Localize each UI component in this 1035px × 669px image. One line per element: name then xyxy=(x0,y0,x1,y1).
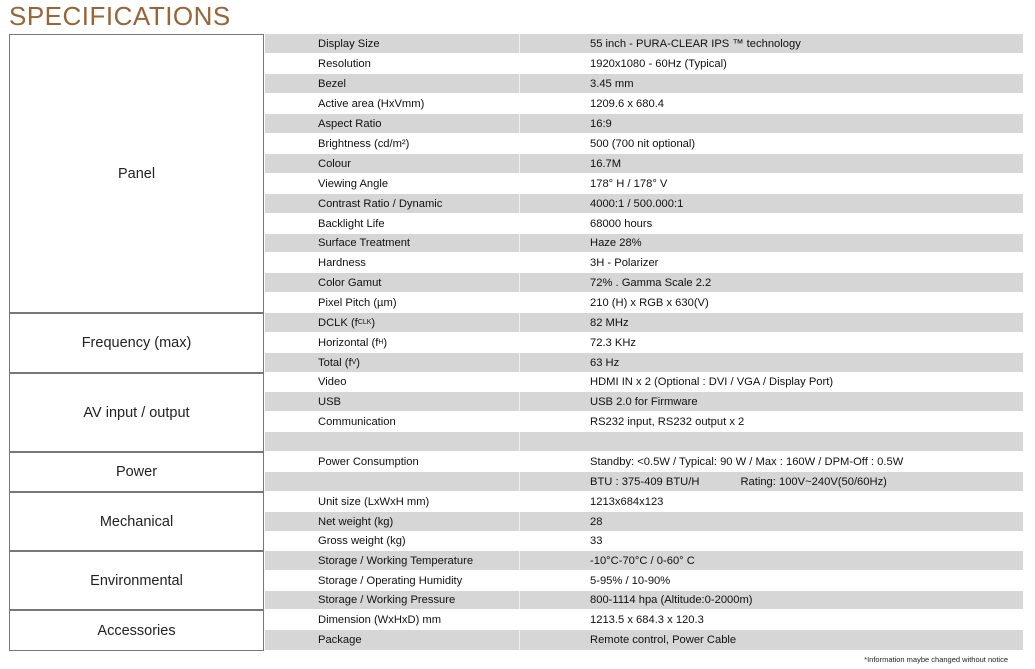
table-row xyxy=(265,512,1023,532)
spec-value-text: 68000 hours xyxy=(590,217,653,230)
spec-label-text: Brightness (cd/m²) xyxy=(318,137,410,150)
table-row xyxy=(265,154,1023,174)
column-divider xyxy=(519,34,520,53)
table-row xyxy=(265,94,1023,114)
spec-value-text: -10°C-70°C / 0-60° C xyxy=(590,554,695,567)
spec-label xyxy=(318,214,385,233)
spec-label xyxy=(318,591,455,609)
table-row xyxy=(265,571,1023,591)
spec-label xyxy=(318,154,351,173)
spec-label-text: DCLK (f xyxy=(318,316,358,329)
spec-value xyxy=(590,551,695,570)
column-divider xyxy=(519,253,520,272)
spec-value-text: 1920x1080 - 60Hz (Typical) xyxy=(590,57,727,70)
spec-label xyxy=(318,571,462,590)
table-row xyxy=(265,532,1023,551)
spec-group xyxy=(9,551,1023,610)
spec-value xyxy=(590,253,658,272)
table-row xyxy=(265,313,1023,333)
spec-label-subscript: H xyxy=(378,339,384,346)
column-divider xyxy=(519,114,520,133)
group-rows xyxy=(265,610,1023,651)
column-divider xyxy=(519,392,520,411)
column-divider xyxy=(519,551,520,570)
table-row xyxy=(265,432,1023,452)
spec-label-tail: ) xyxy=(356,356,360,369)
spec-value xyxy=(590,373,833,391)
spec-value-text: BTU : 375-409 BTU/H xyxy=(590,475,700,488)
spec-label-text: Video xyxy=(318,376,347,388)
group-heading: Accessories xyxy=(9,610,264,651)
spec-value-text: 55 inch - PURA-CLEAR IPS ™ technology xyxy=(590,37,801,50)
spec-label xyxy=(318,253,366,272)
spec-label-text: Total (f xyxy=(318,356,352,369)
spec-label-text: Display Size xyxy=(318,37,380,50)
group-heading: Frequency (max) xyxy=(9,313,264,373)
spec-label-text: Pixel Pitch (µm) xyxy=(318,296,397,309)
spec-value xyxy=(590,74,634,93)
column-divider xyxy=(519,313,520,332)
spec-label xyxy=(318,551,473,570)
spec-value-text: RS232 input, RS232 output x 2 xyxy=(590,415,745,428)
spec-value xyxy=(590,512,602,531)
spec-value xyxy=(590,273,711,292)
page-title: SPECIFICATIONS xyxy=(9,1,231,31)
spec-label-text: Communication xyxy=(318,415,396,428)
table-row xyxy=(265,591,1023,610)
column-divider xyxy=(519,571,520,590)
spec-label-text: Storage / Operating Humidity xyxy=(318,574,463,587)
spec-label xyxy=(318,333,387,352)
column-divider xyxy=(519,94,520,113)
spec-value-text: USB 2.0 for Firmware xyxy=(590,395,698,408)
column-divider xyxy=(519,333,520,352)
table-row xyxy=(265,54,1023,74)
spec-value-text: 1213x684x123 xyxy=(590,495,664,508)
spec-label xyxy=(318,512,393,531)
column-divider xyxy=(519,452,520,471)
spec-label xyxy=(318,630,362,650)
column-divider xyxy=(519,214,520,233)
column-divider xyxy=(519,54,520,73)
column-divider xyxy=(519,591,520,609)
group-rows xyxy=(265,34,1023,313)
spec-label-text: Color Gamut xyxy=(318,276,382,289)
spec-value-text: 72% . Gamma Scale 2.2 xyxy=(590,276,712,289)
spec-value xyxy=(590,472,887,491)
column-divider xyxy=(519,610,520,629)
spec-value-secondary: Rating: 100V~240V(50/60Hz) xyxy=(740,475,887,488)
spec-label xyxy=(318,452,419,471)
spec-value-text: 63 Hz xyxy=(590,356,620,369)
spec-value xyxy=(590,452,903,471)
table-row xyxy=(265,74,1023,94)
spec-value xyxy=(590,234,642,252)
spec-value xyxy=(590,313,629,332)
table-row xyxy=(265,551,1023,571)
spec-value-text: 33 xyxy=(590,535,603,547)
column-divider xyxy=(519,412,520,431)
spec-group xyxy=(9,452,1023,492)
spec-value xyxy=(590,353,619,372)
spec-label xyxy=(318,54,371,73)
column-divider xyxy=(519,194,520,213)
column-divider xyxy=(519,373,520,391)
spec-label-text: Backlight Life xyxy=(318,217,385,230)
group-heading: AV input / output xyxy=(9,373,264,452)
table-row xyxy=(265,452,1023,472)
spec-label xyxy=(318,273,381,292)
spec-label-text: Package xyxy=(318,634,362,646)
group-heading: Environmental xyxy=(9,551,264,610)
group-heading: Power xyxy=(9,452,264,492)
spec-label-text: Net weight (kg) xyxy=(318,515,394,528)
spec-label-text: Unit size (LxWxH mm) xyxy=(318,495,430,508)
spec-value-text: Standby: <0.5W / Typical: 90 W / Max : 160W / DPM-Off : 0.5W xyxy=(590,455,904,468)
spec-value-text: 500 (700 nit optional) xyxy=(590,137,696,150)
spec-value xyxy=(590,392,698,411)
column-divider xyxy=(519,630,520,650)
column-divider xyxy=(519,174,520,193)
table-row xyxy=(265,610,1023,630)
spec-label-text: Bezel xyxy=(318,77,346,90)
spec-value xyxy=(590,174,667,193)
spec-label-text: Dimension (WxHxD) mm xyxy=(318,613,442,626)
group-rows xyxy=(265,373,1023,452)
spec-label-text: Contrast Ratio / Dynamic xyxy=(318,197,443,210)
table-row xyxy=(265,353,1023,373)
spec-label-text: Resolution xyxy=(318,57,371,70)
spec-value-text: 16:9 xyxy=(590,117,612,130)
spec-label-text: Viewing Angle xyxy=(318,177,389,190)
group-rows xyxy=(265,313,1023,373)
column-divider xyxy=(519,472,520,491)
spec-value-text: Haze 28% xyxy=(590,237,642,249)
spec-label xyxy=(318,412,396,431)
table-row xyxy=(265,214,1023,234)
column-divider xyxy=(519,512,520,531)
spec-label-tail: ) xyxy=(383,336,388,349)
spec-value-text: 800-1114 hpa (Altitude:0-2000m) xyxy=(590,594,753,606)
spec-value-text: 3H - Polarizer xyxy=(590,256,659,269)
spec-value xyxy=(590,333,636,352)
group-rows xyxy=(265,452,1023,492)
spec-label xyxy=(318,492,429,511)
spec-value-text: 16.7M xyxy=(590,157,622,170)
spec-label-text: Gross weight (kg) xyxy=(318,535,406,547)
table-row xyxy=(265,253,1023,273)
column-divider xyxy=(519,492,520,511)
spec-label-text: Aspect Ratio xyxy=(318,117,382,130)
spec-label xyxy=(318,134,409,153)
column-divider xyxy=(519,532,520,550)
specifications-table xyxy=(9,34,1023,651)
spec-label xyxy=(318,74,346,93)
spec-value xyxy=(590,194,683,213)
spec-value xyxy=(590,591,753,609)
table-row xyxy=(265,373,1023,392)
spec-label-tail: ) xyxy=(371,316,376,329)
spec-label-text: Hardness xyxy=(318,256,366,269)
column-divider xyxy=(519,74,520,93)
spec-value-text: HDMI IN x 2 (Optional : DVI / VGA / Display Port) xyxy=(590,376,834,388)
spec-value xyxy=(590,94,664,113)
spec-label xyxy=(318,532,406,550)
column-divider xyxy=(519,154,520,173)
table-row xyxy=(265,234,1023,253)
table-row xyxy=(265,194,1023,214)
spec-label xyxy=(318,373,346,391)
spec-label xyxy=(318,353,360,372)
spec-value-text: Remote control, Power Cable xyxy=(590,634,737,646)
spec-group xyxy=(9,373,1023,452)
group-rows xyxy=(265,492,1023,551)
spec-group xyxy=(9,313,1023,373)
table-row xyxy=(265,392,1023,412)
group-heading: Mechanical xyxy=(9,492,264,551)
spec-group xyxy=(9,492,1023,551)
spec-label xyxy=(318,34,380,53)
spec-value xyxy=(590,34,801,53)
spec-value xyxy=(590,154,621,173)
table-row xyxy=(265,472,1023,492)
spec-value-text: 1213.5 x 684.3 x 120.3 xyxy=(590,613,704,626)
spec-value-text: 3.45 mm xyxy=(590,77,634,90)
spec-label xyxy=(318,293,397,312)
group-rows xyxy=(265,551,1023,610)
spec-value-text: 5-95% / 10-90% xyxy=(590,574,671,587)
table-row xyxy=(265,174,1023,194)
spec-label-text: USB xyxy=(318,395,342,408)
spec-value xyxy=(590,214,652,233)
spec-label-text: Active area (HxVmm) xyxy=(318,97,425,110)
spec-value-text: 210 (H) x RGB x 630(V) xyxy=(590,296,709,309)
spec-value xyxy=(590,492,663,511)
spec-label xyxy=(318,94,424,113)
spec-value xyxy=(590,114,612,133)
table-row xyxy=(265,333,1023,353)
column-divider xyxy=(519,234,520,252)
column-divider xyxy=(519,273,520,292)
spec-label xyxy=(318,174,388,193)
spec-label xyxy=(318,194,442,213)
spec-value xyxy=(590,630,736,650)
spec-label xyxy=(318,610,441,629)
spec-value-text: 82 MHz xyxy=(590,316,629,329)
spec-value-text: 72.3 KHz xyxy=(590,336,637,349)
spec-label-text: Horizontal (f xyxy=(318,336,379,349)
table-row xyxy=(265,134,1023,154)
spec-value-text: 4000:1 / 500.000:1 xyxy=(590,197,684,210)
spec-label xyxy=(318,392,341,411)
table-row xyxy=(265,114,1023,134)
spec-label-text: Storage / Working Pressure xyxy=(318,594,456,606)
spec-label-text: Colour xyxy=(318,157,351,170)
table-row xyxy=(265,492,1023,512)
table-row xyxy=(265,630,1023,651)
column-divider xyxy=(519,353,520,372)
spec-label-text: Storage / Working Temperature xyxy=(318,554,474,567)
spec-label xyxy=(318,234,410,252)
footnote: *Information maybe changed without notice xyxy=(864,655,1008,664)
spec-group xyxy=(9,34,1023,313)
spec-group xyxy=(9,610,1023,651)
table-row xyxy=(265,34,1023,54)
spec-value-text: 28 xyxy=(590,515,603,528)
spec-value xyxy=(590,412,744,431)
spec-value xyxy=(590,293,709,312)
spec-value xyxy=(590,134,695,153)
spec-value xyxy=(590,610,704,629)
spec-value xyxy=(590,54,727,73)
spec-label-subscript: CLK xyxy=(357,319,372,326)
table-row xyxy=(265,273,1023,293)
table-row xyxy=(265,412,1023,432)
spec-label xyxy=(318,114,381,133)
spec-label-text: Surface Treatment xyxy=(318,237,411,249)
column-divider xyxy=(519,293,520,312)
spec-value-text: 1209.6 x 680.4 xyxy=(590,97,665,110)
spec-value xyxy=(590,571,670,590)
table-row xyxy=(265,293,1023,313)
spec-label-subscript: V xyxy=(351,359,357,366)
column-divider xyxy=(519,432,520,451)
spec-label xyxy=(318,313,375,332)
group-heading: Panel xyxy=(9,34,264,313)
spec-value xyxy=(590,532,602,550)
column-divider xyxy=(519,134,520,153)
spec-value-text: 178° H / 178° V xyxy=(590,177,668,190)
spec-label-text: Power Consumption xyxy=(318,455,419,468)
